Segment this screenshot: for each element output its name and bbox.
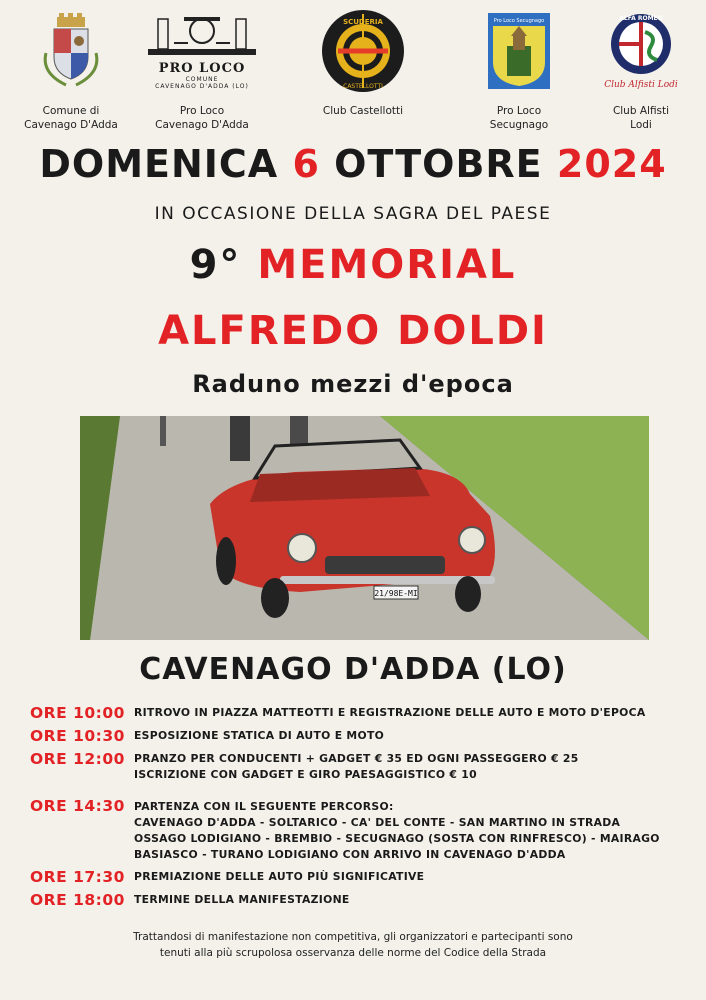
event-subtitle: Raduno mezzi d'epoca [192,370,514,398]
sponsor-logos [0,0,706,140]
schedule-desc: TERMINE DELLA MANIFESTAZIONE [134,893,350,906]
date-year: 2024 [556,142,667,186]
schedule-time: ORE 12:00 [30,750,125,768]
memorial-word: MEMORIAL [257,242,517,288]
pro-loco-emblem-title: PRO LOCO [158,60,246,76]
schedule-desc: ESPOSIZIONE STATICA DI AUTO E MOTO [134,729,385,742]
logo-comune-cavenago [6,8,136,132]
schedule-time: ORE 10:30 [30,727,125,745]
comune-crest-icon [6,8,136,94]
schedule-desc-line: BASIASCO - TURANO LODIGIANO CON ARRIVO IN CAVENAGO D'ADDA [134,848,566,861]
svg-text:ALFA ROMEO: ALFA ROMEO [619,15,663,22]
logo-caption: Secugnago [489,119,549,131]
logo-pro-loco-secugnago [454,8,584,132]
logo-caption: Pro Loco [496,105,542,117]
schedule-time: ORE 17:30 [30,868,125,886]
footer-line: Trattandosi di manifestazione non competitiva, gli organizzatori e partecipanti sono [133,931,573,943]
logo-caption: Pro Loco [179,105,225,117]
logo-caption: Comune di [42,105,100,117]
schedule-desc: PREMIAZIONE DELLE AUTO PIÙ SIGNIFICATIVE [134,870,425,883]
svg-text:SCUDERIA: SCUDERIA [343,18,383,26]
pro-loco-emblem-icon [137,8,267,94]
logo-club-castellotti [298,8,428,118]
vintage-car-photo [80,416,649,640]
schedule-desc: RITROVO IN PIAZZA MATTEOTTI E REGISTRAZIONE DELLE AUTO E MOTO D'EPOCA [134,706,646,719]
schedule-desc [134,751,694,783]
occasion-line: IN OCCASIONE DELLA SAGRA DEL PAESE [154,204,552,224]
schedule-desc-line: CAVENAGO D'ADDA - SOLTARICO - CA' DEL CONTE - SAN MARTINO IN STRADA [134,816,621,829]
date-day: DOMENICA [39,142,279,186]
schedule-time: ORE 18:00 [30,891,125,909]
schedule-time: ORE 14:30 [30,797,125,815]
memorial-heading [0,242,706,288]
memorial-name: ALFREDO DOLDI [158,308,548,354]
logo-club-alfisti-lodi [576,8,706,132]
schedule-desc-line: ISCRIZIONE CON GADGET E GIRO PAESAGGISTICO € 10 [134,768,477,781]
schedule-time: ORE 10:00 [30,704,125,722]
schedule-desc-line: PRANZO PER CONDUCENTI + GADGET € 35 ED OGNI PASSEGGERO € 25 [134,752,579,765]
date-number: 6 [292,142,320,186]
svg-text:CASTELLOTTI: CASTELLOTTI [343,83,383,90]
logo-caption: Club Alfisti [612,105,670,117]
svg-text:Pro Loco Secugnago: Pro Loco Secugnago [493,18,545,24]
logo-caption: Lodi [630,119,652,131]
logo-caption: Cavenago D'Adda [155,119,249,131]
date-month: OTTOBRE [334,142,543,186]
alfisti-script: Club Alfisti Lodi [604,80,678,90]
schedule-desc [134,799,694,863]
license-plate: 21/98E-MI [374,589,418,598]
castellotti-badge-icon [298,8,428,94]
event-city: CAVENAGO D'ADDA (LO) [139,652,567,687]
memorial-number: 9° [189,242,242,288]
schedule-desc-line: PARTENZA CON IL SEGUENTE PERCORSO: [134,800,394,813]
pro-loco-emblem-sub: COMUNE [185,75,219,83]
event-date [0,142,706,186]
footer-disclaimer [60,929,646,961]
logo-caption: Cavenago D'Adda [24,119,118,131]
logo-caption: Club Castellotti [322,105,404,117]
schedule-desc-line: OSSAGO LODIGIANO - BREMBIO - SECUGNAGO (SOSTA CON RINFRESCO) - MAIRAGO [134,832,660,845]
pro-loco-emblem-sub: CAVENAGO D'ADDA (LO) [155,82,249,90]
secugnago-crest-icon [454,8,584,94]
footer-line: tenuti alla più scrupolosa osservanza delle norme del Codice della Strada [159,947,547,959]
logo-pro-loco-cavenago [137,8,267,132]
alfa-romeo-badge-icon [576,8,706,94]
